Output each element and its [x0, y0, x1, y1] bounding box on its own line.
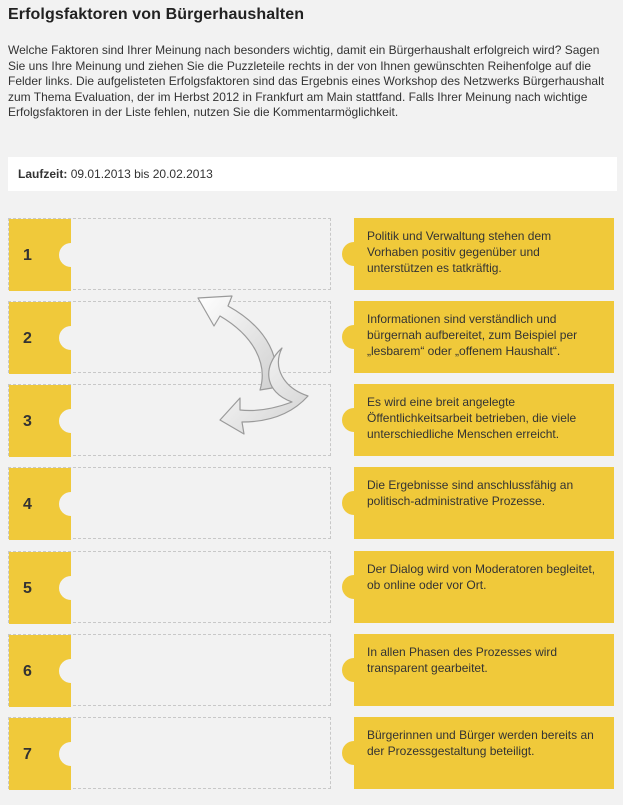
puzzle-card-7[interactable]: [354, 717, 614, 789]
drop-slot-4[interactable]: [8, 467, 331, 539]
slot-number: 3: [23, 413, 32, 430]
puzzle-card-text: Politik und Verwaltung stehen dem Vorhaben positiv gegenüber und unterstützen es tatkräftig.: [367, 229, 552, 275]
puzzle-card-text: Informationen sind verständlich und bürgernah aufbereitet, zum Beispiel per „lesbarem“ oder „offenem Haushalt“.: [367, 312, 578, 358]
puzzle-card-1[interactable]: [354, 218, 614, 290]
swap-arrows-icon: [180, 270, 330, 440]
puzzle-card-text: Es wird eine breit angelegte Öffentlichkeitsarbeit betrieben, die viele unterschiedliche Menschen erreicht.: [367, 395, 577, 441]
page-title: Erfolgsfaktoren von Bürgerhaushalten: [8, 6, 305, 23]
intro-text: Welche Faktoren sind Ihrer Meinung nach besonders wichtig, damit ein Bürgerhaushalt erfolgreich wird? Sagen Sie uns Ihre Meinung und ziehen Sie die Puzzleteile rechts in der von Ihnen gewünschten Reihenfolge auf die Felder links. Die aufgelisteten Erfolgsfaktoren sind das Ergebnis eines Workshop des Netzwerks Bürgerhaushalt zum Thema Evaluation, der im Herbst 2012 in Frankfurt am Main stattfand. Falls Ihrer Meinung nach wichtige Erfolgsfaktoren in der Liste fehlen, nutzen Sie die Kommentarmöglichkeit.: [8, 43, 605, 119]
puzzle-card-4[interactable]: [354, 467, 614, 539]
runtime-box: [8, 157, 617, 191]
puzzle-card-6[interactable]: [354, 634, 614, 706]
puzzle-card-3[interactable]: [354, 384, 614, 456]
puzzle-card-text: Der Dialog wird von Moderatoren begleitet, ob online oder vor Ort.: [367, 562, 596, 592]
puzzle-card-text: Die Ergebnisse sind anschlussfähig an politisch-administrative Prozesse.: [367, 478, 574, 508]
drop-slot-5[interactable]: [8, 551, 331, 623]
slot-number-tab: [9, 552, 71, 624]
slot-number-tab: [9, 385, 71, 457]
slot-number-tab: [9, 302, 71, 374]
slot-number: 4: [23, 496, 32, 513]
slot-number: 5: [23, 580, 32, 597]
puzzle-card-text: Bürgerinnen und Bürger werden bereits an der Prozessgestaltung beteiligt.: [367, 728, 594, 758]
slot-number-tab: [9, 718, 71, 790]
slot-number-tab: [9, 219, 71, 291]
drop-slot-7[interactable]: [8, 717, 331, 789]
slot-number: 6: [23, 663, 32, 680]
slot-number: 2: [23, 330, 32, 347]
puzzle-card-2[interactable]: [354, 301, 614, 373]
runtime-label: Laufzeit:: [18, 167, 68, 181]
slot-number: 7: [23, 746, 32, 763]
drop-slot-6[interactable]: [8, 634, 331, 706]
slot-number-tab: [9, 635, 71, 707]
slot-number-tab: [9, 468, 71, 540]
slot-number: 1: [23, 247, 32, 264]
runtime-value: 09.01.2013 bis 20.02.2013: [70, 167, 213, 181]
puzzle-card-5[interactable]: [354, 551, 614, 623]
puzzle-card-text: In allen Phasen des Prozesses wird transparent gearbeitet.: [367, 645, 558, 675]
